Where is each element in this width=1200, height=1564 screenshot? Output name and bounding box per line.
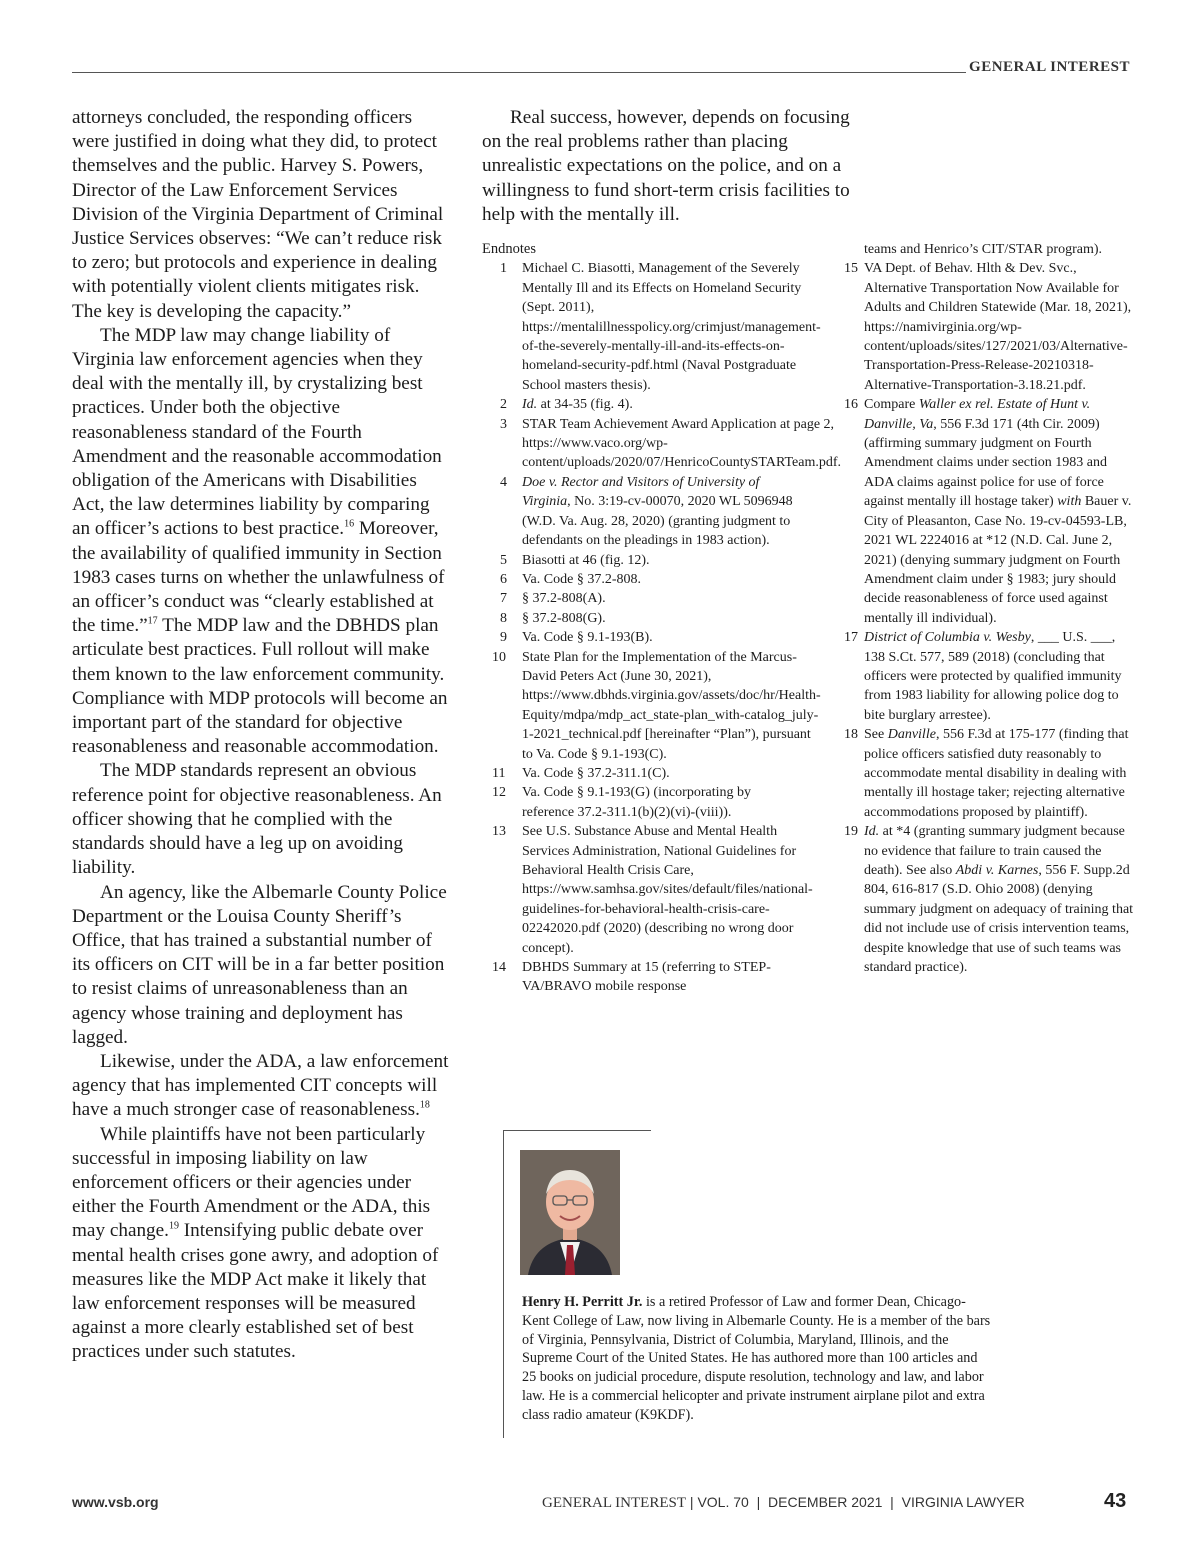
author-bio: Henry H. Perritt Jr. is a retired Professor of Law and former Dean, Chicago-Kent College of Law, now living in Albemarle County. He is a member of the bars of Virginia, Pennsylvania, District of Columbia, Maryland, Illinois, and the Supreme Court of the United States. He has authored more than 100 articles and 25 books on judicial procedure, dispute resolution, technology and law, and labor law. He is a commercial helicopter and private instrument airplane pilot and extra class radio amateur (K9KDF). — [522, 1294, 991, 1423]
footnote-ref[interactable]: 17 — [147, 615, 158, 627]
paragraph: While plaintiffs have not been particularly successful in imposing liability on law enforcement officers or their agencies under either the Fourth Amendment or the ADA, this may change.$^{19}$ Intensifying public debate over mental health crises gone awry, and adoption of measures like the MDP Act make it likely that law enforcement responses will be measured against a more clearly established set of best practices under such statutes. — [72, 1123, 439, 1363]
endnote: 14 DBHDS Summary at 15 (referring to STEP-VA/BRAVO mobile response — [492, 960, 771, 995]
endnote: 12 Va. Code § 9.1-193(G) (incorporating by reference 37.2-311.1(b)(2)(vi)-(viii)). — [492, 785, 752, 820]
footnote-ref[interactable]: 16 — [344, 519, 355, 531]
section-label: GENERAL INTEREST — [969, 59, 1130, 75]
author-name: Henry H. Perritt Jr. — [522, 1294, 643, 1310]
author-portrait-icon — [520, 1150, 620, 1275]
endnote: 15 VA Dept. of Behav. Hlth & Dev. Svc., Alternative Transportation Now Available for Adults and Children Statewide (Mar. 18, 2021), https://namivirginia.org/wp-content/uploads/sites/127/2021/03/Alternative-Transportation-Press-Release-20210318-Alternative-Transportation-3.18.21.pdf. — [844, 261, 1132, 393]
endnote: 2 Id. at 34-35 (fig. 4). — [500, 397, 633, 413]
endnote: 18 See Danville, 556 F.3d at 175-177 (finding that police officers satisfied duty reasonably to accommodate mental disability in dealing with mentally ill hostage taker; rejecting alternative accommodations proposed by plaintiff). — [844, 727, 1129, 820]
endnote: 19 Id. at *4 (granting summary judgment because no evidence that failure to train caused the death). See also Abdi v. Karnes, 556 F. Supp.2d 804, 616-817 (S.D. Ohio 2008) (denying summary judgment on adequacy of training that did not include use of crisis intervention teams, despite knowledge that use of such teams was standard practice). — [844, 824, 1134, 976]
endnote: 5 Biasotti at 46 (fig. 12). — [500, 552, 650, 568]
endnote: 4 Doe v. Rector and Visitors of University of Virginia, No. 3:19-cv-00070, 2020 WL 5096948 (W.D. Va. Aug. 28, 2020) (granting judgment to defendants on the pleadings in 1983 action). — [500, 474, 793, 549]
endnote: 17 District of Columbia v. Wesby, ___ U.S. ___, 138 S.Ct. 577, 589 (2018) (concluding that officers were protected by qualified immunity from 1983 liability for allowing police dog to bite burglary arrestee). — [844, 630, 1122, 723]
bio-frame-line — [503, 1130, 504, 1438]
endnotes-column-2 — [838, 240, 1138, 977]
paragraph: Likewise, under the ADA, a law enforcement agency that has implemented CIT concepts will have a much stronger case of reasonableness.$^{18}$ — [72, 1050, 449, 1121]
endnote: 9 Va. Code § 9.1-193(B). — [500, 630, 653, 646]
endnote: 8 § 37.2-808(G). — [500, 610, 606, 626]
footer-running-title: GENERAL INTEREST | VOL. 70 | DECEMBER 2021 | VIRGINIA LAWYER — [542, 1494, 1025, 1511]
endnote: 16 Compare Waller ex rel. Estate of Hunt v. Danville, Va, 556 F.3d 171 (4th Cir. 2009) (affirming summary judgment on Fourth Amendment claims under section 1983 and ADA claims against police for use of force against mentally ill hostage taker) with Bauer v. City of Pleasanton, Case No. 19-cv-04593-LB, 2021 WL 2224016 at *12 (N.D. Cal. June 2, 2021) (denying summary judgment on Fourth Amendment claim under § 1983; jury should decide reasonableness of force used against mentally ill individual). — [844, 397, 1132, 626]
paragraph: The MDP standards represent an obvious reference point for objective reasonableness. An officer showing that he complied with the standards should have a leg up on avoiding liability. — [72, 760, 442, 879]
endnote-continuation: teams and Henrico’s CIT/STAR program). — [864, 242, 1102, 257]
endnote: 3 STAR Team Achievement Award Application at page 2, https://www.vaco.org/wp-content/uploads/2020/07/HenricoCountySTARTeam.pdf. — [500, 416, 842, 471]
paragraph: attorneys concluded, the responding officers were justified in doing what they did, to protect themselves and the public. Harvey S. Powers, Director of the Law Enforcement Services Division of the Virginia Department of Criminal Justice Services observes: “We can’t reduce risk to zero; but protocols and experience in dealing with potentially violent clients mitigates risk. The key is developing the capacity.” — [72, 107, 444, 322]
bio-frame-line — [503, 1130, 651, 1131]
header-rule — [72, 72, 966, 73]
endnote: 1 Michael C. Biasotti, Management of the Severely Mentally Ill and its Effects on Homeland Security (Sept. 2011), https://mentalillnesspolicy.org/crimjust/management-of-the-severely-mentally-ill-and-its-effects-on-homeland-security-pdf.html (Naval Postgraduate School masters thesis). — [500, 261, 821, 393]
author-photo — [520, 1150, 620, 1275]
endnotes-column-1 — [482, 240, 842, 997]
endnote: 7 § 37.2-808(A). — [500, 591, 606, 607]
endnote: 11 Va. Code § 37.2-311.1(C). — [492, 765, 670, 781]
closing-paragraph: Real success, however, depends on focusing on the real problems rather than placing unrealistic expectations on the police, and on a willingness to fund short-term crisis facilities to help with the mentally ill. — [482, 107, 850, 225]
endnote: 6 Va. Code § 37.2-808. — [500, 571, 641, 587]
endnote: 13 See U.S. Substance Abuse and Mental Health Services Administration, National Guidelines for Behavioral Health Crisis Care, https://www.samhsa.gov/sites/default/files/national-guidelines-for-behavioral-health-crisis-care-02242020.pdf (2020) (describing no wrong door concept). — [492, 824, 813, 956]
paragraph: An agency, like the Albemarle County Police Department or the Louisa County Sheriff’s Office, that has trained a substantial number of its officers on CIT will be in a far better position to resist claims of unreasonableness than an agency whose training and deployment has lagged. — [72, 881, 447, 1048]
article-left-column — [72, 106, 452, 1365]
endnotes-title: Endnotes — [482, 241, 536, 257]
footnote-ref[interactable]: 18 — [419, 1099, 430, 1111]
footer-url[interactable]: www.vsb.org — [72, 1494, 159, 1510]
page-number: 43 — [1104, 1490, 1127, 1512]
endnote: 10 State Plan for the Implementation of the Marcus-David Peters Act (June 30, 2021), https://www.dbhds.virginia.gov/assets/doc/hr/Health-Equity/mdpa/mdp_act_state-plan_with-catalog_july-1-2021_technical.pdf [hereinafter “Plan”), pursuant to Va. Code § 9.1-193(C). — [492, 649, 821, 762]
paragraph: The MDP law may change liability of Virginia law enforcement agencies when they deal with the mentally ill, by crystalizing best practices. Under both the objective reasonableness standard of the Fourth Amendment and the reasonable accommodation obligation of the Americans with Disabilities Act, the law determines liability by comparing an officer’s actions to best practice.$^{16}$ Moreover, the availability of qualified immunity in Section 1983 cases turns on whether the unlawfulness of an officer’s conduct was “clearly established at the time.”$^{17}$ The MDP law and the DBHDS plan articulate best practices. Full rollout will make them known to the law enforcement community. Compliance with MDP protocols will become an important part of the standard for objective reasonableness and reasonable accommodation. — [72, 324, 448, 758]
footnote-ref[interactable]: 19 — [168, 1220, 179, 1232]
